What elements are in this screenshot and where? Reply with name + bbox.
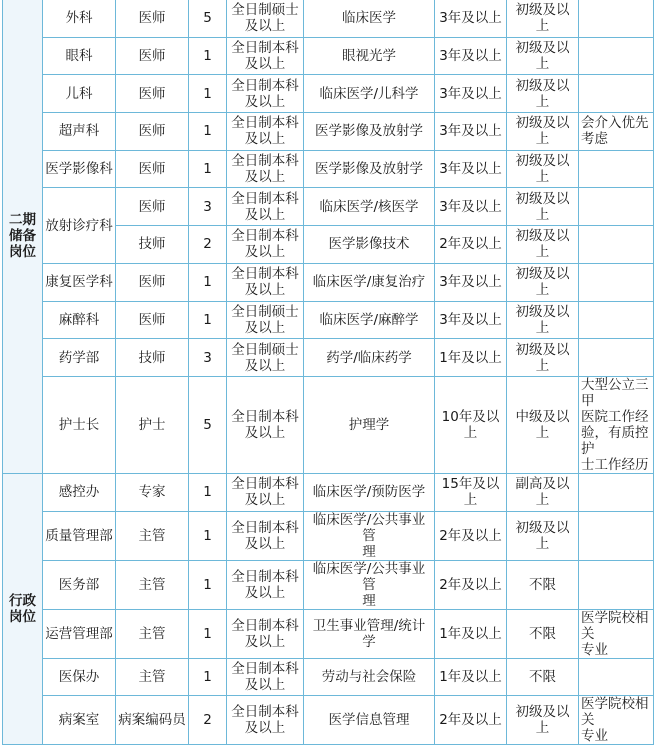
dept-cell: 康复医学科 (43, 263, 116, 301)
table-row (3, 696, 654, 745)
years-cell: 3年及以上 (435, 263, 507, 301)
level-cell: 不限 (507, 560, 579, 609)
table-row (3, 560, 654, 609)
years-cell: 3年及以上 (435, 37, 507, 75)
note-cell (579, 188, 654, 226)
note-cell (579, 658, 654, 696)
edu-cell: 全日制本科 及以上 (227, 511, 304, 560)
dept-cell: 儿科 (43, 75, 116, 113)
title-cell: 医师 (116, 37, 189, 75)
edu-cell: 全日制本科 及以上 (227, 188, 304, 226)
note-cell (579, 560, 654, 609)
title-cell: 医师 (116, 188, 189, 226)
level-cell: 不限 (507, 658, 579, 696)
years-cell: 3年及以上 (435, 75, 507, 113)
level-cell: 初级及以上 (507, 113, 579, 151)
level-cell: 初级及以上 (507, 150, 579, 188)
title-cell: 技师 (116, 226, 189, 264)
major-cell: 眼视光学 (304, 37, 435, 75)
dept-cell: 护士长 (43, 376, 116, 473)
count-cell: 1 (189, 511, 227, 560)
edu-cell: 全日制本科 及以上 (227, 560, 304, 609)
note-cell (579, 226, 654, 264)
level-cell: 副高及以上 (507, 473, 579, 511)
dept-cell: 质量管理部 (43, 511, 116, 560)
major-cell: 临床医学/公共事业管 理 (304, 511, 435, 560)
title-cell: 病案编码员 (116, 696, 189, 745)
dept-cell: 医务部 (43, 560, 116, 609)
level-cell: 不限 (507, 609, 579, 658)
count-cell: 1 (189, 609, 227, 658)
dept-cell: 运营管理部 (43, 609, 116, 658)
major-cell: 临床医学/预防医学 (304, 473, 435, 511)
title-cell: 医师 (116, 113, 189, 151)
count-cell: 1 (189, 658, 227, 696)
count-cell: 2 (189, 226, 227, 264)
note-cell: 医学院校相关 专业 (579, 696, 654, 745)
title-cell: 主管 (116, 511, 189, 560)
major-cell: 医学影像及放射学 (304, 150, 435, 188)
major-cell: 医学影像技术 (304, 226, 435, 264)
table-row (3, 376, 654, 473)
note-cell (579, 0, 654, 37)
table-row (3, 301, 654, 339)
edu-cell: 全日制本科 及以上 (227, 658, 304, 696)
note-cell (579, 511, 654, 560)
table-row (3, 113, 654, 151)
count-cell: 1 (189, 113, 227, 151)
edu-cell: 全日制本科 及以上 (227, 75, 304, 113)
level-cell: 初级及以上 (507, 188, 579, 226)
edu-cell: 全日制本科 及以上 (227, 696, 304, 745)
dept-cell: 药学部 (43, 339, 116, 377)
level-cell: 初级及以上 (507, 301, 579, 339)
note-cell (579, 75, 654, 113)
years-cell: 3年及以上 (435, 150, 507, 188)
recruitment-table (2, 0, 654, 745)
note-cell (579, 150, 654, 188)
level-cell: 初级及以上 (507, 0, 579, 37)
title-cell: 主管 (116, 658, 189, 696)
section-label-admin: 行政 岗位 (3, 473, 43, 744)
edu-cell: 全日制本科 及以上 (227, 263, 304, 301)
edu-cell: 全日制硕士 及以上 (227, 339, 304, 377)
title-cell: 主管 (116, 609, 189, 658)
title-cell: 医师 (116, 301, 189, 339)
edu-cell: 全日制本科 及以上 (227, 226, 304, 264)
dept-cell: 眼科 (43, 37, 116, 75)
level-cell: 中级及以上 (507, 376, 579, 473)
years-cell: 3年及以上 (435, 188, 507, 226)
count-cell: 3 (189, 339, 227, 377)
table-row (3, 0, 654, 37)
count-cell: 3 (189, 188, 227, 226)
edu-cell: 全日制本科 及以上 (227, 473, 304, 511)
note-cell (579, 37, 654, 75)
major-cell: 护理学 (304, 376, 435, 473)
title-cell: 医师 (116, 75, 189, 113)
count-cell: 1 (189, 473, 227, 511)
major-cell: 临床医学/康复治疗 (304, 263, 435, 301)
years-cell: 2年及以上 (435, 696, 507, 745)
table-row (3, 263, 654, 301)
edu-cell: 全日制硕士 及以上 (227, 0, 304, 37)
edu-cell: 全日制本科 及以上 (227, 37, 304, 75)
years-cell: 1年及以上 (435, 658, 507, 696)
dept-cell: 放射诊疗科 (43, 188, 116, 263)
count-cell: 1 (189, 75, 227, 113)
title-cell: 专家 (116, 473, 189, 511)
title-cell: 医师 (116, 263, 189, 301)
note-cell (579, 473, 654, 511)
title-cell: 医师 (116, 150, 189, 188)
major-cell: 临床医学 (304, 0, 435, 37)
dept-cell: 医学影像科 (43, 150, 116, 188)
level-cell: 初级及以上 (507, 263, 579, 301)
table-row (3, 37, 654, 75)
major-cell: 劳动与社会保险 (304, 658, 435, 696)
dept-cell: 超声科 (43, 113, 116, 151)
years-cell: 1年及以上 (435, 339, 507, 377)
dept-cell: 医保办 (43, 658, 116, 696)
edu-cell: 全日制本科 及以上 (227, 376, 304, 473)
title-cell: 护士 (116, 376, 189, 473)
title-cell: 医师 (116, 0, 189, 37)
note-cell: 大型公立三甲 医院工作经 验，有质控护 士工作经历 (579, 376, 654, 473)
note-cell (579, 301, 654, 339)
level-cell: 初级及以上 (507, 696, 579, 745)
major-cell: 临床医学/核医学 (304, 188, 435, 226)
edu-cell: 全日制本科 及以上 (227, 609, 304, 658)
level-cell: 初级及以上 (507, 75, 579, 113)
years-cell: 2年及以上 (435, 226, 507, 264)
major-cell: 药学/临床药学 (304, 339, 435, 377)
years-cell: 2年及以上 (435, 511, 507, 560)
major-cell: 临床医学/儿科学 (304, 75, 435, 113)
level-cell: 初级及以上 (507, 511, 579, 560)
table-row (3, 188, 654, 226)
edu-cell: 全日制硕士 及以上 (227, 301, 304, 339)
count-cell: 1 (189, 560, 227, 609)
section-label-reserve: 二期 储备 岗位 (3, 0, 43, 473)
dept-cell: 病案室 (43, 696, 116, 745)
note-cell (579, 263, 654, 301)
years-cell: 1年及以上 (435, 609, 507, 658)
years-cell: 15年及以上 (435, 473, 507, 511)
count-cell: 5 (189, 0, 227, 37)
level-cell: 初级及以上 (507, 37, 579, 75)
count-cell: 5 (189, 376, 227, 473)
major-cell: 医学影像及放射学 (304, 113, 435, 151)
dept-cell: 麻醉科 (43, 301, 116, 339)
table-row (3, 339, 654, 377)
major-cell: 卫生事业管理/统计学 (304, 609, 435, 658)
count-cell: 1 (189, 150, 227, 188)
years-cell: 10年及以上 (435, 376, 507, 473)
table-row (3, 511, 654, 560)
major-cell: 临床医学/公共事业管 理 (304, 560, 435, 609)
count-cell: 1 (189, 37, 227, 75)
years-cell: 3年及以上 (435, 113, 507, 151)
title-cell: 技师 (116, 339, 189, 377)
level-cell: 初级及以上 (507, 339, 579, 377)
major-cell: 临床医学/麻醉学 (304, 301, 435, 339)
note-cell: 会介入优先 考虑 (579, 113, 654, 151)
note-cell: 医学院校相关 专业 (579, 609, 654, 658)
level-cell: 初级及以上 (507, 226, 579, 264)
table-row (3, 150, 654, 188)
years-cell: 3年及以上 (435, 0, 507, 37)
title-cell: 主管 (116, 560, 189, 609)
edu-cell: 全日制本科 及以上 (227, 150, 304, 188)
count-cell: 2 (189, 696, 227, 745)
edu-cell: 全日制本科 及以上 (227, 113, 304, 151)
table-row (3, 473, 654, 511)
table-row (3, 658, 654, 696)
dept-cell: 外科 (43, 0, 116, 37)
major-cell: 医学信息管理 (304, 696, 435, 745)
years-cell: 2年及以上 (435, 560, 507, 609)
table-row (3, 609, 654, 658)
note-cell (579, 339, 654, 377)
dept-cell: 感控办 (43, 473, 116, 511)
years-cell: 3年及以上 (435, 301, 507, 339)
count-cell: 1 (189, 301, 227, 339)
count-cell: 1 (189, 263, 227, 301)
table-row (3, 75, 654, 113)
